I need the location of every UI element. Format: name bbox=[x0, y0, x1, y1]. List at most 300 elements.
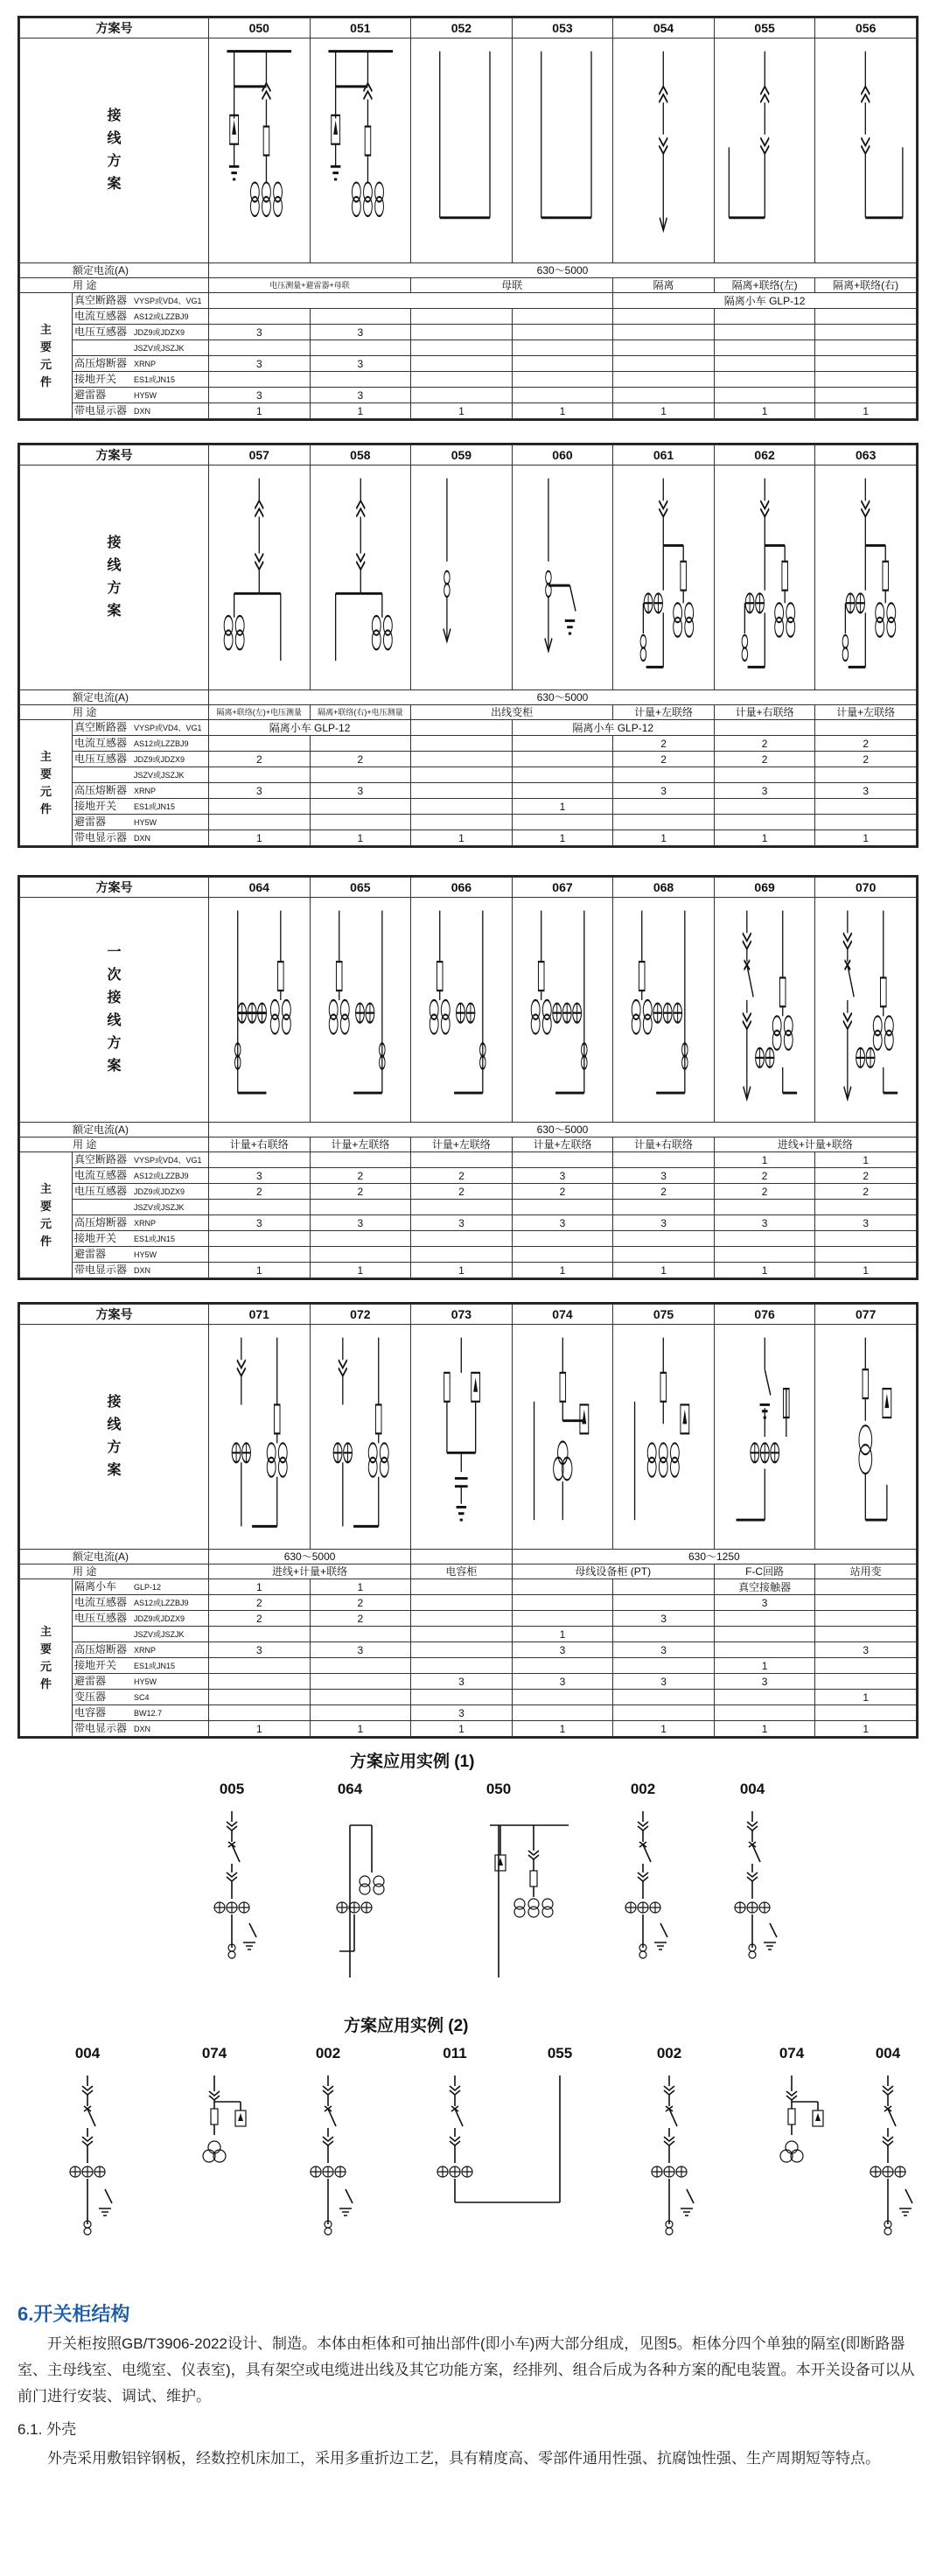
section-paragraph-1: 开关柜按照GB/T3906-2022设计、制造。本体由柜体和可抽出部件(即小车)两大部分组成，见图5。柜体分四个单独的隔室(即断路器室、主母线室、电缆室、仪表室)，具有架空或电缆进出线及其它功能方案，经排列、组合后成为各种方案的配电装置。本开关设备可以从前门进行安装、调试、维护。 bbox=[17, 2335, 915, 2404]
component-cell bbox=[411, 356, 513, 372]
usage-value: 隔离 bbox=[613, 278, 715, 293]
component-cell bbox=[411, 1152, 513, 1168]
component-cell bbox=[714, 309, 815, 325]
scheme-number-073: 073 bbox=[411, 1305, 513, 1325]
component-cell: 2 bbox=[613, 752, 715, 767]
component-cell: 3 bbox=[613, 1611, 715, 1627]
component-cell bbox=[512, 1231, 613, 1247]
component-row-label: JSZV或JSZJK bbox=[73, 1627, 209, 1642]
component-cell bbox=[411, 767, 513, 783]
component-cell bbox=[815, 1231, 917, 1247]
example-scheme-label: 074 bbox=[201, 2045, 227, 2062]
scheme-number-header: 方案号 bbox=[20, 878, 209, 898]
component-cell: 3 bbox=[411, 1215, 513, 1231]
component-row-label: JSZV或JSZJK bbox=[73, 767, 209, 783]
component-cell: 1 bbox=[310, 1579, 411, 1595]
scheme-number-059: 059 bbox=[411, 445, 513, 466]
section-title: 6.开关柜结构 bbox=[17, 2303, 130, 2325]
component-cell bbox=[209, 1200, 311, 1215]
component-cell bbox=[209, 293, 613, 309]
example-1-title: 方案应用实例 (1) bbox=[350, 1753, 475, 1771]
component-cell bbox=[815, 356, 917, 372]
component-cell: 2 bbox=[209, 1595, 311, 1611]
scheme-number-077: 077 bbox=[815, 1305, 917, 1325]
component-cell: 2 bbox=[613, 1184, 715, 1200]
example-scheme-label: 005 bbox=[219, 1781, 245, 1797]
component-cell bbox=[310, 1658, 411, 1674]
scheme-number-071: 071 bbox=[209, 1305, 311, 1325]
component-cell: 2 bbox=[411, 1184, 513, 1200]
component-row-label: 避雷器 HY5W bbox=[73, 1247, 209, 1263]
component-cell: 3 bbox=[512, 1168, 613, 1184]
component-cell bbox=[714, 1627, 815, 1642]
component-cell: 真空接触器 bbox=[714, 1579, 815, 1595]
component-cell bbox=[613, 356, 715, 372]
component-cell bbox=[310, 1627, 411, 1642]
component-row-label: 电容器 BW12.7 bbox=[73, 1705, 209, 1721]
wiring-diagram-059 bbox=[411, 466, 513, 690]
example-scheme-label: 002 bbox=[630, 1781, 656, 1797]
component-cell bbox=[209, 1705, 311, 1721]
component-cell: 3 bbox=[411, 1674, 513, 1690]
component-row-label: 高压熔断器 XRNP bbox=[73, 783, 209, 799]
component-cell bbox=[411, 1200, 513, 1215]
component-cell: 1 bbox=[714, 403, 815, 419]
wiring-diagram-073 bbox=[411, 1325, 513, 1550]
component-cell bbox=[613, 1658, 715, 1674]
component-cell bbox=[209, 736, 311, 752]
component-cell: 1 bbox=[310, 1263, 411, 1278]
usage-value: 计量+左联络 bbox=[613, 705, 715, 720]
usage-value: 计量+左联络 bbox=[411, 1138, 513, 1152]
component-cell bbox=[815, 1705, 917, 1721]
wiring-diagram-062 bbox=[714, 466, 815, 690]
component-cell bbox=[613, 1231, 715, 1247]
wiring-diagram-065 bbox=[310, 898, 411, 1123]
component-cell bbox=[512, 767, 613, 783]
component-cell bbox=[512, 340, 613, 356]
component-cell: 3 bbox=[209, 388, 311, 403]
component-cell bbox=[411, 1595, 513, 1611]
component-row-label: 真空断路器 VYSP或VD4、VG1 bbox=[73, 293, 209, 309]
wiring-diagram-064 bbox=[209, 898, 311, 1123]
wiring-diagram-068 bbox=[613, 898, 715, 1123]
wiring-diagram-061 bbox=[613, 466, 715, 690]
component-cell bbox=[815, 720, 917, 736]
component-row-label: 真空断路器 VYSP或VD4、VG1 bbox=[73, 1152, 209, 1168]
component-cell: 1 bbox=[209, 830, 311, 846]
rated-current-label: 额定电流(A) bbox=[20, 1123, 209, 1138]
component-cell bbox=[209, 1247, 311, 1263]
rated-current-value: 630～5000 bbox=[209, 1550, 411, 1564]
component-cell bbox=[411, 815, 513, 830]
component-cell: 2 bbox=[613, 736, 715, 752]
scheme-number-075: 075 bbox=[613, 1305, 715, 1325]
component-cell: 1 bbox=[815, 1690, 917, 1705]
component-cell bbox=[714, 1705, 815, 1721]
component-cell: 2 bbox=[310, 752, 411, 767]
wiring-scheme-label: 一次接线方案 bbox=[20, 898, 209, 1123]
example-scheme-label: 004 bbox=[875, 2045, 901, 2062]
component-cell bbox=[411, 372, 513, 388]
component-cell bbox=[512, 1247, 613, 1263]
scheme-number-067: 067 bbox=[512, 878, 613, 898]
component-cell: 1 bbox=[411, 1263, 513, 1278]
component-cell bbox=[714, 1231, 815, 1247]
component-row-label: 隔离小车 GLP-12 bbox=[73, 1579, 209, 1595]
component-cell: 1 bbox=[209, 1579, 311, 1595]
component-cell bbox=[411, 1642, 513, 1658]
component-cell bbox=[613, 372, 715, 388]
component-cell bbox=[209, 815, 311, 830]
component-cell: 1 bbox=[209, 1263, 311, 1278]
component-cell bbox=[411, 720, 513, 736]
usage-value: 计量+左联络 bbox=[815, 705, 917, 720]
component-cell bbox=[411, 1579, 513, 1595]
component-cell bbox=[714, 340, 815, 356]
component-cell: 2 bbox=[310, 1595, 411, 1611]
usage-value: 进线+计量+联络 bbox=[209, 1564, 411, 1579]
component-cell bbox=[512, 752, 613, 767]
usage-label: 用 途 bbox=[20, 1564, 209, 1579]
component-cell bbox=[512, 356, 613, 372]
wiring-diagram-053 bbox=[512, 38, 613, 263]
component-row-label: 电流互感器 AS12或LZZBJ9 bbox=[73, 1168, 209, 1184]
component-row-label: 带电显示器 DXN bbox=[73, 1721, 209, 1737]
component-cell bbox=[411, 799, 513, 815]
component-cell bbox=[512, 388, 613, 403]
component-cell bbox=[714, 1642, 815, 1658]
component-row-label: 接地开关 ES1或JN15 bbox=[73, 1658, 209, 1674]
wiring-diagram-070 bbox=[815, 898, 917, 1123]
wiring-diagram-051 bbox=[310, 38, 411, 263]
component-cell bbox=[613, 815, 715, 830]
component-cell: 3 bbox=[714, 783, 815, 799]
example-scheme-label: 074 bbox=[779, 2045, 805, 2062]
component-cell bbox=[209, 1627, 311, 1642]
example-2-diagram bbox=[0, 2040, 936, 2277]
component-cell bbox=[512, 1595, 613, 1611]
component-cell bbox=[411, 1627, 513, 1642]
component-cell: 1 bbox=[714, 1152, 815, 1168]
component-cell bbox=[310, 309, 411, 325]
wiring-diagram-076 bbox=[714, 1325, 815, 1550]
component-cell: 3 bbox=[613, 1642, 715, 1658]
component-row-label: 避雷器 HY5W bbox=[73, 815, 209, 830]
component-row-label: 电压互感器 JDZ9或JDZX9 bbox=[73, 325, 209, 340]
usage-value: 隔离+联络(右) bbox=[815, 278, 917, 293]
component-cell bbox=[209, 309, 311, 325]
component-row-label: 带电显示器 DXN bbox=[73, 830, 209, 846]
component-cell bbox=[411, 325, 513, 340]
usage-value: 计量+左联络 bbox=[310, 1138, 411, 1152]
component-cell: 3 bbox=[310, 1215, 411, 1231]
example-scheme-label: 011 bbox=[443, 2045, 467, 2062]
wiring-diagram-077 bbox=[815, 1325, 917, 1550]
main-components-label: 主要元件 bbox=[20, 1579, 73, 1737]
usage-value: 计量+右联络 bbox=[714, 705, 815, 720]
component-row-label: 接地开关 ES1或JN15 bbox=[73, 372, 209, 388]
component-cell bbox=[310, 767, 411, 783]
component-cell: 隔离小车 GLP-12 bbox=[613, 293, 917, 309]
wiring-diagram-058 bbox=[310, 466, 411, 690]
component-cell bbox=[310, 372, 411, 388]
component-cell: 3 bbox=[209, 783, 311, 799]
rated-current-value: 630～5000 bbox=[209, 690, 917, 705]
wiring-diagram-074 bbox=[512, 1325, 613, 1550]
component-cell: 1 bbox=[613, 1263, 715, 1278]
example-2-title: 方案应用实例 (2) bbox=[344, 2017, 469, 2035]
component-cell: 3 bbox=[815, 1642, 917, 1658]
component-cell: 2 bbox=[714, 752, 815, 767]
component-cell bbox=[512, 1705, 613, 1721]
component-cell bbox=[613, 1200, 715, 1215]
component-cell: 2 bbox=[815, 1168, 917, 1184]
component-cell bbox=[310, 815, 411, 830]
component-cell bbox=[310, 1705, 411, 1721]
component-cell: 3 bbox=[613, 1674, 715, 1690]
component-cell: 3 bbox=[714, 1674, 815, 1690]
component-cell bbox=[411, 388, 513, 403]
wiring-diagram-072 bbox=[310, 1325, 411, 1550]
component-cell bbox=[209, 1690, 311, 1705]
scheme-number-068: 068 bbox=[613, 878, 715, 898]
component-cell bbox=[310, 1200, 411, 1215]
component-cell bbox=[310, 1690, 411, 1705]
component-row-label: 带电显示器 DXN bbox=[73, 403, 209, 419]
component-cell bbox=[310, 1231, 411, 1247]
component-cell bbox=[815, 1595, 917, 1611]
component-cell: 3 bbox=[209, 1642, 311, 1658]
usage-value: 隔离+联络(右)+电压测量 bbox=[310, 705, 411, 720]
component-cell bbox=[411, 309, 513, 325]
component-cell: 2 bbox=[310, 1168, 411, 1184]
component-cell bbox=[714, 1611, 815, 1627]
component-cell bbox=[411, 1231, 513, 1247]
component-cell: 3 bbox=[310, 356, 411, 372]
component-cell bbox=[815, 1627, 917, 1642]
main-components-label: 主要元件 bbox=[20, 293, 73, 419]
component-cell: 3 bbox=[512, 1215, 613, 1231]
component-cell bbox=[613, 1705, 715, 1721]
component-cell: 隔离小车 GLP-12 bbox=[512, 720, 714, 736]
usage-value: 计量+右联络 bbox=[209, 1138, 311, 1152]
wiring-diagram-050 bbox=[209, 38, 311, 263]
scheme-number-header: 方案号 bbox=[20, 445, 209, 466]
component-cell bbox=[714, 1247, 815, 1263]
component-cell: 3 bbox=[209, 1215, 311, 1231]
component-cell bbox=[512, 1200, 613, 1215]
usage-value: 隔离+联络(左)+电压测量 bbox=[209, 705, 311, 720]
example-scheme-label: 055 bbox=[547, 2045, 573, 2062]
scheme-number-header: 方案号 bbox=[20, 1305, 209, 1325]
usage-value: 计量+右联络 bbox=[613, 1138, 715, 1152]
usage-label: 用 途 bbox=[20, 705, 209, 720]
component-cell bbox=[310, 1674, 411, 1690]
component-cell bbox=[815, 340, 917, 356]
component-cell: 1 bbox=[815, 830, 917, 846]
component-cell bbox=[512, 1611, 613, 1627]
component-cell bbox=[310, 736, 411, 752]
wiring-scheme-label: 接线方案 bbox=[20, 1325, 209, 1550]
component-cell: 1 bbox=[512, 403, 613, 419]
component-cell bbox=[512, 736, 613, 752]
component-cell bbox=[512, 309, 613, 325]
component-row-label: 电压互感器 JDZ9或JDZX9 bbox=[73, 1611, 209, 1627]
component-cell bbox=[815, 1200, 917, 1215]
wiring-diagram-057 bbox=[209, 466, 311, 690]
wiring-diagram-075 bbox=[613, 1325, 715, 1550]
component-row-label: 高压熔断器 XRNP bbox=[73, 1642, 209, 1658]
wiring-diagram-054 bbox=[613, 38, 715, 263]
component-cell: 2 bbox=[310, 1184, 411, 1200]
usage-value: 出线变柜 bbox=[411, 705, 613, 720]
component-cell bbox=[815, 1247, 917, 1263]
component-cell bbox=[512, 372, 613, 388]
component-cell bbox=[512, 1152, 613, 1168]
component-cell bbox=[815, 309, 917, 325]
wiring-diagram-056 bbox=[815, 38, 917, 263]
component-cell bbox=[411, 1247, 513, 1263]
scheme-table-4 bbox=[17, 1302, 919, 1739]
component-cell: 3 bbox=[310, 325, 411, 340]
component-cell bbox=[815, 815, 917, 830]
component-cell bbox=[815, 799, 917, 815]
component-cell bbox=[714, 325, 815, 340]
component-cell bbox=[209, 1231, 311, 1247]
component-cell: 3 bbox=[815, 1215, 917, 1231]
component-cell: 2 bbox=[411, 1168, 513, 1184]
component-cell: 3 bbox=[714, 1215, 815, 1231]
component-cell: 2 bbox=[714, 1184, 815, 1200]
component-cell bbox=[815, 1674, 917, 1690]
scheme-number-070: 070 bbox=[815, 878, 917, 898]
component-row-label: 避雷器 HY5W bbox=[73, 388, 209, 403]
component-cell: 2 bbox=[209, 1611, 311, 1627]
component-cell: 隔离小车 GLP-12 bbox=[209, 720, 411, 736]
component-cell: 2 bbox=[209, 752, 311, 767]
component-cell: 3 bbox=[310, 783, 411, 799]
component-row-label: 变压器 SC4 bbox=[73, 1690, 209, 1705]
main-components-label: 主要元件 bbox=[20, 720, 73, 846]
component-cell bbox=[613, 325, 715, 340]
component-cell: 1 bbox=[512, 830, 613, 846]
rated-current-value: 630～1250 bbox=[512, 1550, 916, 1564]
usage-value: F-C回路 bbox=[714, 1564, 815, 1579]
component-cell bbox=[815, 1658, 917, 1674]
component-cell: 1 bbox=[411, 403, 513, 419]
component-cell bbox=[613, 1579, 715, 1595]
scheme-number-060: 060 bbox=[512, 445, 613, 466]
component-row-label: 电流互感器 AS12或LZZBJ9 bbox=[73, 736, 209, 752]
component-cell bbox=[512, 1658, 613, 1674]
wiring-diagram-071 bbox=[209, 1325, 311, 1550]
component-cell bbox=[613, 1247, 715, 1263]
component-cell: 3 bbox=[512, 1642, 613, 1658]
scheme-number-063: 063 bbox=[815, 445, 917, 466]
component-cell: 1 bbox=[512, 1263, 613, 1278]
component-cell: 1 bbox=[310, 403, 411, 419]
component-cell: 1 bbox=[714, 830, 815, 846]
example-scheme-label: 004 bbox=[739, 1781, 765, 1797]
scheme-table-3 bbox=[17, 875, 919, 1280]
component-cell: 1 bbox=[613, 1721, 715, 1737]
wiring-diagram-055 bbox=[714, 38, 815, 263]
component-cell bbox=[310, 1152, 411, 1168]
component-cell: 1 bbox=[815, 403, 917, 419]
usage-label: 用 途 bbox=[20, 278, 209, 293]
scheme-number-055: 055 bbox=[714, 18, 815, 38]
component-cell bbox=[613, 388, 715, 403]
component-cell bbox=[411, 1611, 513, 1627]
component-cell bbox=[613, 767, 715, 783]
component-cell: 1 bbox=[714, 1263, 815, 1278]
component-cell: 1 bbox=[209, 1721, 311, 1737]
component-row-label: JSZV或JSZJK bbox=[73, 1200, 209, 1215]
component-cell: 2 bbox=[815, 736, 917, 752]
scheme-number-052: 052 bbox=[411, 18, 513, 38]
component-cell: 1 bbox=[411, 1721, 513, 1737]
component-cell bbox=[411, 1690, 513, 1705]
scheme-number-074: 074 bbox=[512, 1305, 613, 1325]
component-row-label: 避雷器 HY5W bbox=[73, 1674, 209, 1690]
scheme-table-2 bbox=[17, 443, 919, 848]
component-cell: 1 bbox=[815, 1721, 917, 1737]
wiring-diagram-063 bbox=[815, 466, 917, 690]
component-cell: 3 bbox=[613, 1168, 715, 1184]
component-row-label: 电流互感器 AS12或LZZBJ9 bbox=[73, 309, 209, 325]
component-cell: 1 bbox=[613, 830, 715, 846]
component-cell bbox=[411, 736, 513, 752]
scheme-number-058: 058 bbox=[310, 445, 411, 466]
example-scheme-label: 064 bbox=[337, 1781, 363, 1797]
component-cell: 1 bbox=[815, 1152, 917, 1168]
component-row-label: 电压互感器 JDZ9或JDZX9 bbox=[73, 1184, 209, 1200]
scheme-number-069: 069 bbox=[714, 878, 815, 898]
component-cell: 2 bbox=[714, 1168, 815, 1184]
example-scheme-label: 050 bbox=[485, 1781, 512, 1797]
rated-current-value: 630～5000 bbox=[209, 263, 917, 278]
usage-value: 计量+左联络 bbox=[512, 1138, 613, 1152]
component-row-label: JSZV或JSZJK bbox=[73, 340, 209, 356]
component-cell: 3 bbox=[310, 388, 411, 403]
component-cell: 2 bbox=[310, 1611, 411, 1627]
component-cell: 2 bbox=[815, 1184, 917, 1200]
component-row-label: 真空断路器 VYSP或VD4、VG1 bbox=[73, 720, 209, 736]
scheme-number-050: 050 bbox=[209, 18, 311, 38]
component-cell: 2 bbox=[209, 1184, 311, 1200]
scheme-number-057: 057 bbox=[209, 445, 311, 466]
usage-value: 母联 bbox=[411, 278, 613, 293]
component-cell: 2 bbox=[714, 736, 815, 752]
component-cell bbox=[310, 799, 411, 815]
component-cell bbox=[613, 340, 715, 356]
component-cell bbox=[714, 356, 815, 372]
scheme-number-051: 051 bbox=[310, 18, 411, 38]
component-cell bbox=[613, 1595, 715, 1611]
scheme-number-072: 072 bbox=[310, 1305, 411, 1325]
example-1-diagram bbox=[0, 1776, 936, 1978]
component-cell bbox=[310, 1247, 411, 1263]
component-cell: 1 bbox=[310, 830, 411, 846]
component-cell bbox=[512, 1690, 613, 1705]
component-cell: 3 bbox=[815, 783, 917, 799]
component-cell bbox=[613, 309, 715, 325]
component-cell: 3 bbox=[209, 1168, 311, 1184]
component-cell: 3 bbox=[512, 1674, 613, 1690]
component-row-label: 高压熔断器 XRNP bbox=[73, 356, 209, 372]
rated-current-value bbox=[411, 1550, 513, 1564]
